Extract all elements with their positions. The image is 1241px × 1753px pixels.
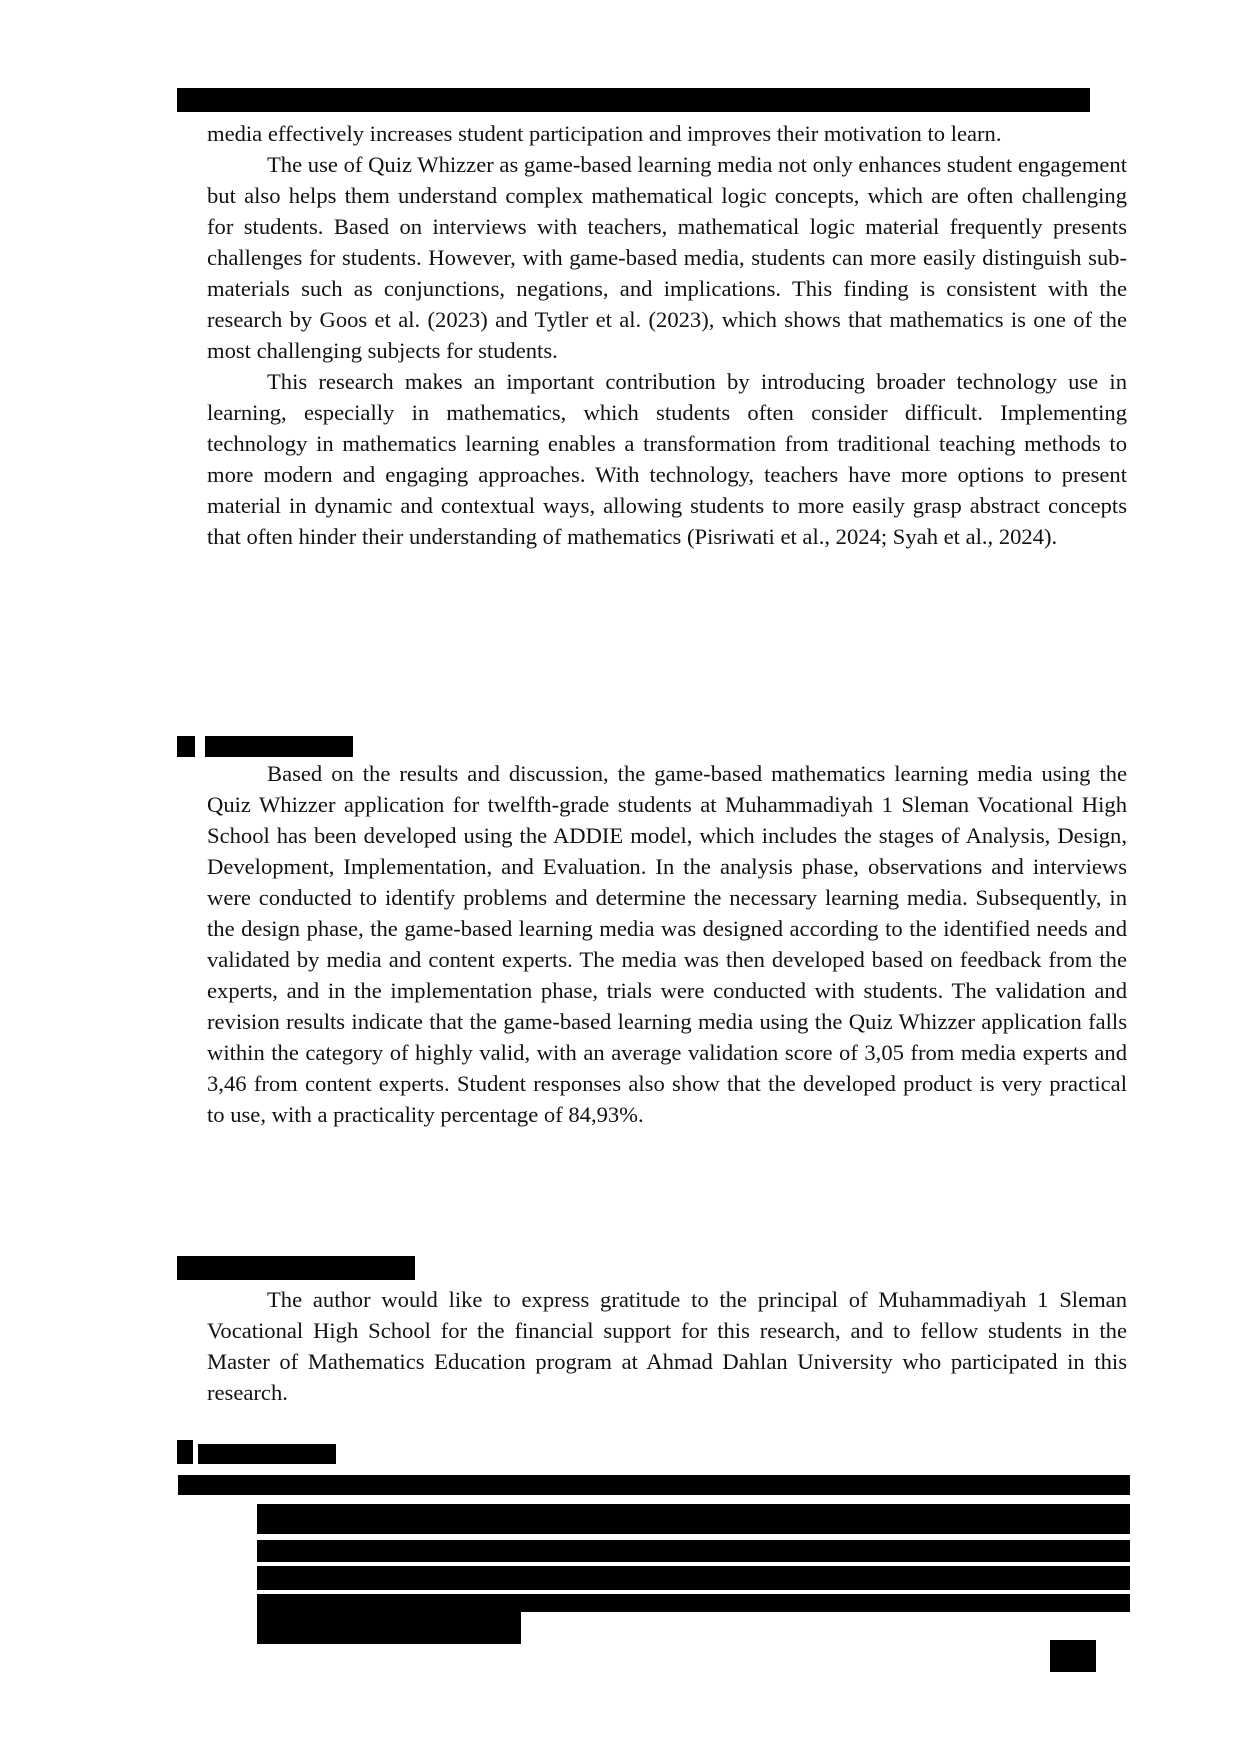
- running-header-redacted: [177, 88, 1090, 112]
- redacted-line: [257, 1540, 1130, 1562]
- paragraph: Based on the results and discussion, the game-based mathematics learning media using the Quiz Whizzer application for twelfth-grade students at Muhammadiyah 1 Sleman Vocational High School has been developed using the ADDIE model, which includes the stages of Analysis, Design, Development, Implementation, and Evaluation. In the analysis phase, observations and interviews were conducted to identify problems and determine the necessary learning media. Subsequently, in the design phase, the game-based learning media was designed according to the identified needs and validated by media and content experts. The media was then developed based on feedback from the experts, and in the implementation phase, trials were conducted with students. The validation and revision results indicate that the game-based learning media using the Quiz Whizzer application falls within the category of highly valid, with an average validation score of 3,05 from media experts and 3,46 from content experts. Student responses also show that the developed product is very practical to use, with a practicality percentage of 84,93%.: [207, 761, 1127, 1127]
- section-number-redacted: [177, 1440, 193, 1464]
- redacted-line: [257, 1594, 1130, 1612]
- redacted-line: [257, 1624, 521, 1644]
- section-number-redacted: [177, 736, 195, 757]
- paragraph: The use of Quiz Whizzer as game-based learning media not only enhances student engagement but also helps them understand complex mathematical logic concepts, which are often challenging for students. Based on interviews with teachers, mathematical logic material frequently presents challenges for students. However, with game-based media, students can more easily distinguish sub-materials such as conjunctions, negations, and implications. This finding is consistent with the research by Goos et al. (2023) and Tytler et al. (2023), which shows that mathematics is one of the most challenging subjects for students.: [207, 152, 1127, 363]
- redacted-line: [178, 1475, 1130, 1495]
- paragraph: This research makes an important contribution by introducing broader technology use in learning, especially in mathematics, which students often consider difficult. Implementing technology in mathematics learning enables a transformation from traditional teaching methods to more modern and engaging approaches. With technology, teachers have more options to present material in dynamic and contextual ways, allowing students to more easily grasp abstract concepts that often hinder their understanding of mathematics (Pisriwati et al., 2024; Syah et al., 2024).: [207, 369, 1127, 549]
- redacted-line: [257, 1504, 1130, 1534]
- acknowledgment-section: [207, 1284, 1127, 1408]
- conclusion-heading-redacted: [205, 736, 353, 757]
- conclusion-section: [207, 758, 1127, 1130]
- redacted-line: [257, 1566, 1130, 1590]
- references-heading-redacted: [198, 1444, 336, 1464]
- page-number-redacted: [1050, 1640, 1096, 1672]
- discussion-continuation: [207, 118, 1127, 552]
- paragraph: media effectively increases student participation and improves their motivation to learn.: [207, 121, 1002, 146]
- acknowledgment-heading-redacted: [177, 1256, 415, 1280]
- redacted-line: [257, 1612, 521, 1624]
- redacted-line: [207, 1480, 211, 1482]
- paragraph: The author would like to express gratitude to the principal of Muhammadiyah 1 Sleman Vocational High School for the financial support for this research, and to fellow students in the Master of Mathematics Education program at Ahmad Dahlan University who participated in this research.: [207, 1287, 1127, 1405]
